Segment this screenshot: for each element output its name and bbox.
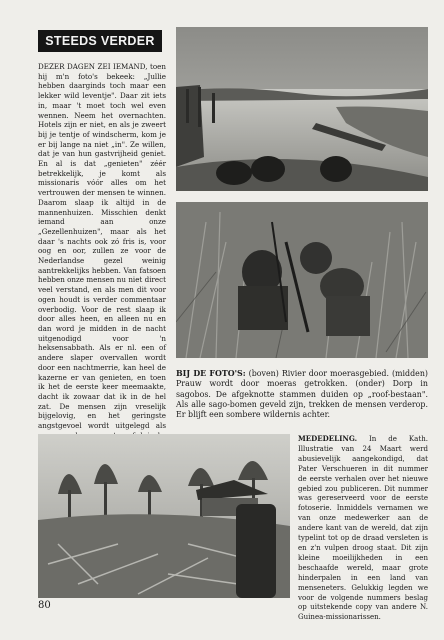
photo-canoe-swamp-image — [176, 202, 428, 358]
photo-river-swamp-image — [176, 27, 428, 191]
photo-caption — [176, 369, 428, 420]
notice-lead: MEDEDELING. — [298, 434, 358, 443]
editorial-notice — [298, 434, 428, 622]
notice-text: In de Kath. Illustratie van 24 Maart werd abusievelijk aangekondigd, dat Pater Verschueren in dit nummer de eerste verhalen over het nieuwe gebied zou publiceren. Dit nummer was gereserveerd voor de eerste fotoserie. Inmiddels vernamen we van onze medewerker aan de andere kant van de wereld, dat zijn typelint tot op de draad versleten is en z'n vulpen droog staat. Dit zijn kleine moeilijkheden in een beschaafde wereld, maar grote hinderpalen in een land van menseneters. Gelukkig legden we voor de volgende nummers beslag op uitstekende copy van andere N. Guinea-missionarissen. — [298, 434, 428, 622]
article-heading: STEEDS VERDER — [38, 30, 162, 52]
caption-lead: BIJ DE FOTO'S: — [176, 369, 246, 378]
article-body: DEZER DAGEN ZEI IEMAND, toen hij m'n foto's bekeek: „Jullie hebben daarginds toch maar een lekker wild leventje". Daar zit iets in, maar 't moet toch wel even wennen. Neem het overnachten. Hotels zijn er niet, en als je zweert bij je tentje of windscherm, kom je er bij lange na niet „in". Ze willen, dat je van hun gastvrijheid geniet. En al is dat „genieten" zéér betrekkelijk, je komt als missionaris vóór alles om het vertrouwen der mensen te winnen. Daarom slaap ik altijd in de mannenhuizen. Misschien denkt iemand aan onze „Gezellenhuizen", maar als het daar 's nachts ook zó fris is, voor oog en oor, zullen ze voor de Nederlandse gezel weinig aantrekkelijks hebben. Van fatsoen hebben onze mensen nu niet direct veel verstand, en als men dit voor ogen houdt is verder commentaar overbodig. Voor de rest slaap ik door alles heen, en alleen nu en dan word je midden in de nacht uitgenodigd voor 'n heksensabbath. Als er nl. een of andere slaper overvallen wordt door een nachtmerrie, kan heel de kazerne er van genieten, en toen ik het de eerste keer meemaakte, dacht ik zowaar dat ik in de hel zat. De mensen zijn vreselijk bijgelovig, en het geringste angstgevoel wordt uitgelegd als — [38, 62, 166, 431]
photo-village-sago-image — [38, 434, 290, 598]
photo-village-sago — [38, 434, 290, 598]
photo-river-swamp — [176, 27, 428, 191]
caption-text: (boven) Rivier door moerasgebied. (midden) Prauw wordt door moeras getrokken. (onder) Dorp in sagobos. De afgeknotte stammen duiden op „roof-bestaan". Als alle sago-bomen geveld zijn, trekken de mensen verderop. Er blijft een sombere wildernis achter. — [176, 369, 428, 420]
photo-canoe-swamp — [176, 202, 428, 358]
page-number: 80 — [38, 600, 51, 611]
